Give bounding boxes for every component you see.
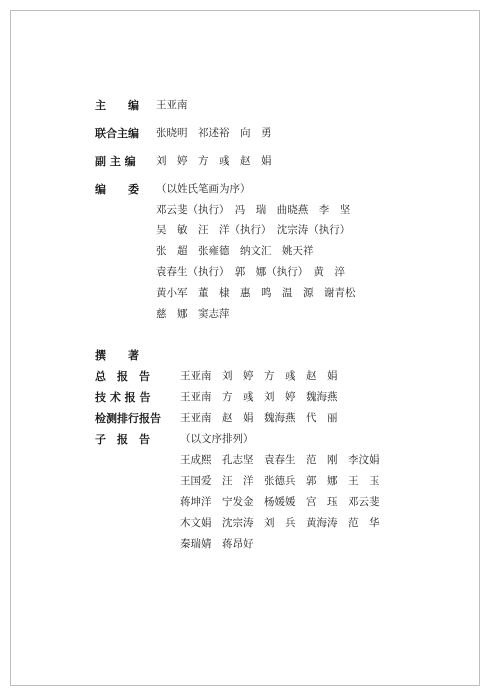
sub-reports-line: 秦瑞婧 蒋昂好 [180, 538, 254, 550]
technical-report-value: 王亚南 方 彧 刘 婷 魏海燕 [180, 391, 338, 403]
ranking-report-value: 王亚南 赵 娟 魏海燕 代 丽 [180, 412, 338, 424]
sub-reports-line: 王国爱 汪 洋 张德兵 郭 娜 王 玉 [180, 475, 380, 487]
deputy-chief-editor-value: 刘 婷 方 彧 赵 娟 [156, 155, 272, 167]
joint-chief-editor-label: 联合主编 [95, 127, 139, 140]
technical-report-label: 技 术 报 告 [95, 391, 151, 404]
sub-reports-line: 木文娟 沈宗涛 刘 兵 黄海涛 范 华 [180, 517, 380, 529]
joint-chief-editor-value: 张晓明 祁述裕 向 勇 [156, 127, 272, 139]
sub-reports-note: （以文序排列） [180, 433, 254, 445]
committee-note: （以姓氏笔画为序） [156, 183, 251, 195]
chief-editor-value: 王亚南 [156, 99, 188, 111]
committee-line: 袁春生（执行） 郭 娜（执行） 黄 淬 [156, 266, 345, 278]
deputy-chief-editor-label: 副 主 编 [95, 155, 136, 168]
general-report-value: 王亚南 刘 婷 方 彧 赵 娟 [180, 370, 338, 382]
authors-heading: 撰 著 [95, 349, 139, 362]
committee-line: 黄小军 董 棣 惠 鸣 温 源 谢青松 [156, 287, 356, 299]
committee-line: 慈 娜 窦志萍 [156, 308, 230, 320]
committee-line: 张 超 张雍德 纳文汇 姚天祥 [156, 245, 314, 257]
sub-reports-line: 蒋坤洋 宁发金 杨媛媛 宫 珏 邓云斐 [180, 496, 380, 508]
committee-line: 邓云斐（执行） 冯 瑞 曲晓燕 李 坚 [156, 204, 351, 216]
sub-reports-line: 王成熙 孔志坚 袁春生 范 刚 李汶娟 [180, 454, 380, 466]
ranking-report-label: 检测排行报告 [95, 412, 161, 425]
general-report-label: 总 报 告 [95, 370, 150, 383]
page [10, 10, 480, 686]
chief-editor-label: 主 编 [95, 99, 139, 112]
committee-line: 吴 敏 汪 洋（执行） 沈宗涛（执行） [156, 224, 351, 236]
committee-label: 编 委 [95, 183, 139, 196]
sub-reports-label: 子 报 告 [95, 433, 150, 446]
